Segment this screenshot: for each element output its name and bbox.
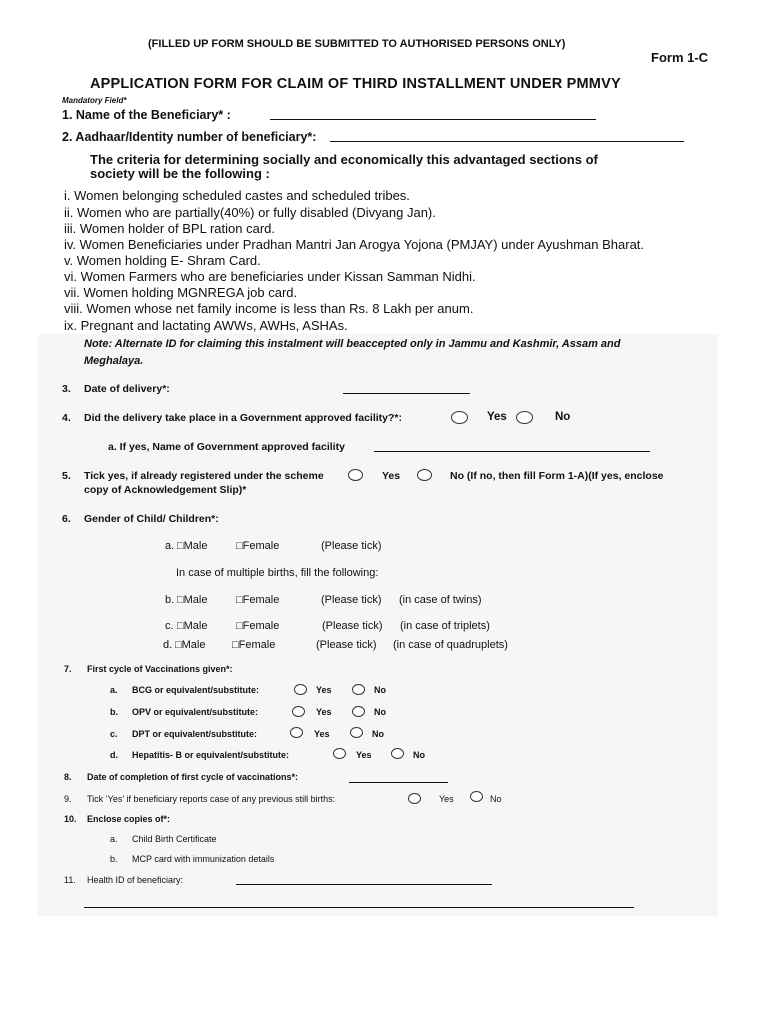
health-id-field-continuation[interactable] [84, 907, 634, 908]
q6-number: 6. [62, 513, 71, 525]
triplets-label: (in case of triplets) [400, 620, 490, 632]
registered-no-radio[interactable] [417, 469, 432, 481]
hepatitis-b-no-label: No [413, 750, 425, 760]
note-line-2: Meghalaya. [84, 355, 144, 367]
note-line-1: Note: Alternate ID for claiming this instalment will beaccepted only in Jammu and Kashmir, Assam and [84, 338, 621, 350]
facility-name-label: a. If yes, Name of Government approved facility [108, 441, 345, 453]
q5-number: 5. [62, 470, 71, 482]
criteria-item: ii. Women who are partially(40%) or fully disabled (Divyang Jan). [64, 205, 436, 220]
opv-label: OPV or equivalent/substitute: [132, 707, 259, 717]
hepatitis-b-yes-radio[interactable] [333, 748, 346, 759]
criteria-item: iii. Women holder of BPL ration card. [64, 221, 275, 236]
q7-number: 7. [64, 664, 72, 674]
govt-facility-no-radio[interactable] [516, 411, 533, 424]
q3-number: 3. [62, 383, 71, 395]
multiple-births-label: In case of multiple births, fill the following: [176, 567, 379, 579]
registered-question-line2: copy of Acknowledgement Slip)* [84, 484, 247, 496]
vaccinations-label: First cycle of Vaccinations given*: [87, 664, 233, 674]
mcp-card-item: MCP card with immunization details [132, 854, 275, 864]
q8-number: 8. [64, 772, 72, 782]
form-title: APPLICATION FORM FOR CLAIM OF THIRD INSTALLMENT UNDER PMMVY [90, 76, 621, 92]
dpt-no-label: No [372, 729, 384, 739]
female-checkbox[interactable]: □Female [236, 540, 280, 552]
male-checkbox[interactable]: □Male [177, 540, 208, 552]
enclosure-letter: b. [110, 854, 118, 864]
vaccine-letter: d. [110, 750, 118, 760]
criteria-item: iv. Women Beneficiaries under Pradhan Mantri Jan Arogya Yojona (PMJAY) under Ayushman Bharat. [64, 237, 645, 252]
opv-yes-radio[interactable] [292, 706, 305, 717]
please-tick-label: (Please tick) [316, 639, 377, 651]
female-checkbox[interactable]: □Female [236, 620, 280, 632]
enclose-copies-label: Enclose copies of*: [87, 814, 171, 824]
q10-number: 10. [64, 814, 77, 824]
vaccination-completion-field[interactable] [349, 782, 448, 783]
criteria-item: v. Women holding E- Shram Card. [64, 253, 261, 268]
q4-number: 4. [62, 412, 71, 424]
dpt-no-radio[interactable] [350, 727, 363, 738]
dpt-yes-radio[interactable] [290, 727, 303, 738]
aadhaar-field[interactable] [330, 141, 684, 142]
bcg-no-radio[interactable] [352, 684, 365, 695]
criteria-item: ix. Pregnant and lactating AWWs, AWHs, ASHAs. [64, 318, 348, 333]
opv-no-radio[interactable] [352, 706, 365, 717]
bcg-yes-label: Yes [316, 685, 332, 695]
mandatory-note: Mandatory Field* [62, 96, 127, 105]
opv-no-label: No [374, 707, 386, 717]
hepatitis-b-no-radio[interactable] [391, 748, 404, 759]
govt-facility-yes-label: Yes [487, 411, 507, 423]
q11-number: 11. [64, 875, 76, 885]
still-births-question: Tick ‘Yes’ if beneficiary reports case of any previous still births: [87, 794, 336, 804]
govt-facility-question: Did the delivery take place in a Government approved facility?*: [84, 412, 403, 424]
gender-row-b-prefix: b. [165, 594, 175, 606]
please-tick-label: (Please tick) [322, 620, 383, 632]
vaccination-completion-label: Date of completion of first cycle of vaccinations*: [87, 772, 299, 782]
form-number: Form 1-C [651, 50, 709, 65]
enclosure-letter: a. [110, 834, 118, 844]
gender-row-a-prefix: a. [165, 540, 175, 552]
bcg-label: BCG or equivalent/substitute: [132, 685, 260, 695]
criteria-item: vii. Women holding MGNREGA job card. [64, 285, 298, 300]
facility-name-field[interactable] [374, 451, 650, 452]
opv-yes-label: Yes [316, 707, 332, 717]
dpt-label: DPT or equivalent/substitute: [132, 729, 258, 739]
health-id-field[interactable] [236, 884, 492, 885]
registered-yes-radio[interactable] [348, 469, 363, 481]
delivery-date-field[interactable] [343, 393, 470, 394]
criteria-item: i. Women belonging scheduled castes and scheduled tribes. [64, 188, 410, 203]
male-checkbox[interactable]: □Male [175, 639, 206, 651]
criteria-item: vi. Women Farmers who are beneficiaries under Kissan Samman Nidhi. [64, 269, 476, 284]
hepatitis-b-label: Hepatitis- B or equivalent/substitute: [132, 750, 290, 760]
registered-yes-label: Yes [382, 470, 401, 482]
health-id-label: Health ID of beneficiary: [87, 875, 184, 885]
dpt-yes-label: Yes [314, 729, 330, 739]
child-gender-label: Gender of Child/ Children*: [84, 513, 219, 525]
criteria-intro-2: society will be the following : [90, 166, 270, 181]
criteria-item: viii. Women whose net family income is less than Rs. 8 Lakh per anum. [64, 301, 474, 316]
vaccine-letter: b. [110, 707, 118, 717]
criteria-intro-1: The criteria for determining socially and economically this advantaged sections of [90, 152, 598, 167]
please-tick-label: (Please tick) [321, 594, 382, 606]
bcg-yes-radio[interactable] [294, 684, 307, 695]
aadhaar-label: 2. Aadhaar/Identity number of beneficiary*: [62, 130, 317, 144]
quadruplets-label: (in case of quadruplets) [393, 639, 508, 651]
govt-facility-yes-radio[interactable] [451, 411, 468, 424]
male-checkbox[interactable]: □Male [177, 594, 208, 606]
gender-row-d-prefix: d. [163, 639, 173, 651]
still-births-yes-radio[interactable] [408, 793, 421, 804]
still-births-no-radio[interactable] [470, 791, 483, 802]
please-tick-label: (Please tick) [321, 540, 382, 552]
bcg-no-label: No [374, 685, 386, 695]
female-checkbox[interactable]: □Female [236, 594, 280, 606]
gender-row-c-prefix: c. [165, 620, 174, 632]
still-births-yes-label: Yes [439, 794, 454, 804]
child-birth-certificate-item: Child Birth Certificate [132, 834, 217, 844]
hepatitis-b-yes-label: Yes [356, 750, 372, 760]
female-checkbox[interactable]: □Female [232, 639, 276, 651]
beneficiary-name-label: 1. Name of the Beneficiary* : [62, 108, 231, 122]
govt-facility-no-label: No [555, 411, 571, 423]
registered-no-label: No (If no, then fill Form 1-A)(If yes, enclose [450, 470, 664, 482]
delivery-date-label: Date of delivery*: [84, 383, 170, 395]
beneficiary-name-field[interactable] [270, 119, 596, 120]
vaccine-letter: c. [110, 729, 118, 739]
submission-notice: (FILLED UP FORM SHOULD BE SUBMITTED TO AUTHORISED PERSONS ONLY) [148, 38, 566, 50]
twins-label: (in case of twins) [399, 594, 482, 606]
vaccine-letter: a. [110, 685, 118, 695]
male-checkbox[interactable]: □Male [177, 620, 208, 632]
registered-question: Tick yes, if already registered under the scheme [84, 470, 324, 482]
still-births-no-label: No [490, 794, 502, 804]
q9-number: 9. [64, 794, 72, 804]
